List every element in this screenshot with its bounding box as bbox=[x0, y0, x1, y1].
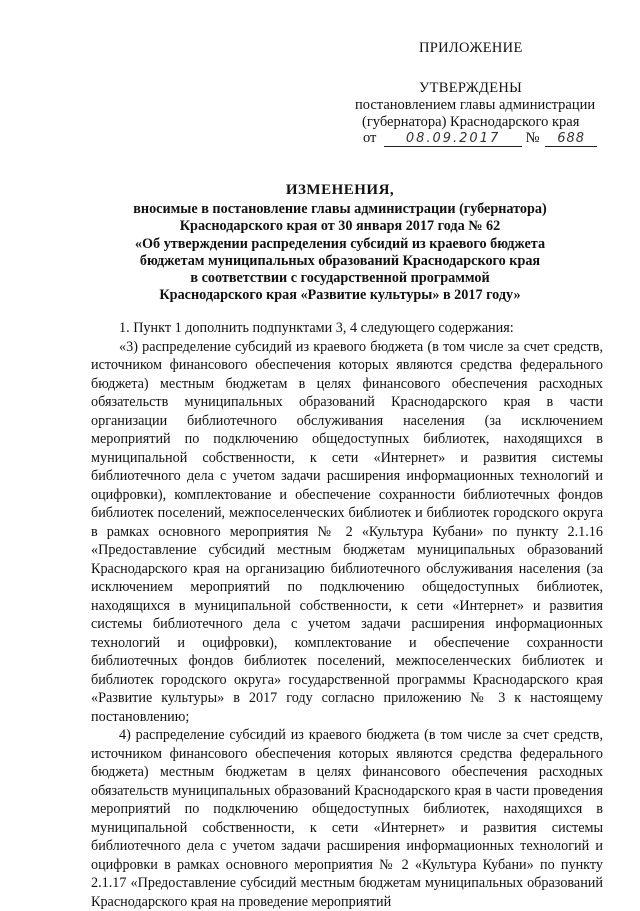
document-title bbox=[110, 182, 570, 304]
title-line-1: вносимые в постановление главы администрации (губернатора) bbox=[133, 201, 547, 218]
appendix-label: ПРИЛОЖЕНИЕ bbox=[419, 40, 523, 56]
date-number-line bbox=[363, 130, 597, 147]
title-heading: ИЗМЕНЕНИЯ, bbox=[285, 182, 395, 198]
title-line-2: Краснодарского края от 30 января 2017 года № 62 bbox=[179, 218, 501, 235]
title-line-3: «Об утверждении распределения субсидий из краевого бюджета bbox=[134, 235, 546, 252]
handwritten-date: 08.09.2017 bbox=[384, 132, 522, 147]
title-line-4: бюджетам муниципальных образований Краснодарского края bbox=[139, 252, 541, 269]
document-body bbox=[91, 319, 603, 911]
approval-line-1: постановлением главы администрации bbox=[355, 97, 596, 113]
title-line-6: Краснодарского края «Развитие культуры» в 2017 году» bbox=[159, 287, 521, 304]
number-label: № bbox=[525, 130, 540, 146]
title-line-5: в соответствии с государственной программой bbox=[190, 270, 490, 287]
paragraph-3: 4) распределение субсидий из краевого бюджета (в том числе за счет средств, источником финансового обеспечения которых являются средства федерального бюджета) местным бюджетам в целях финансового обеспечения расходных обязательств муниципальных образований Краснодарского края в части проведения мероприятий по подключению общедоступных библиотек, находящихся в муниципальной собственности, к сети «Интернет» и развития системы библиотечного дела с учетом задачи расширения информационных технологий и оцифровки в рамках основного мероприятия № 2 «Культура Кубани» по пункту 2.1.17 «Предоставление субсидий местным бюджетам муниципальных образований Краснодарского края на проведение мероприятий bbox=[91, 727, 603, 910]
paragraph-1: 1. Пункт 1 дополнить подпунктами 3, 4 следующего содержания: bbox=[119, 320, 514, 336]
handwritten-number: 688 bbox=[545, 132, 597, 147]
approved-label: УТВЕРЖДЕНЫ bbox=[419, 80, 523, 96]
approval-line-2: (губернатора) Краснодарского края bbox=[362, 114, 580, 130]
paragraph-2: «3) распределение субсидий из краевого бюджета (в том числе за счет средств, источником финансового обеспечения которых являются средства федерального бюджета) местным бюджетам в целях финансового обеспечения расходных обязательств муниципальных образований Краснодарского края в части организации библиотечного обслуживания населения (за исключением мероприятий по подключению общедоступных библиотек, находящихся в муниципальной собственности, к сети «Интернет» и развития системы библиотечного дела с учетом задачи расширения информационных технологий и оцифровки), комплектование и обеспечение сохранности библиотечных фондов библиотек поселений, межпоселенческих библиотек и библиотек городского округа в рамках основного мероприятия № 2 «Культура Кубани» по пункту 2.1.16 «Предоставление субсидий местным бюджетам муниципальных образований Краснодарского края на организацию библиотечного обслуживания населения (за исключением мероприятий по подключению общедоступных библиотек, находящихся в муниципальной собственности, к сети «Интернет» и развития системы библиотечного дела с учетом задачи расширения информационных технологий и оцифровки), комплектование и обеспечение сохранности библиотечных фондов библиотек поселений, межпоселенческих библиотек и библиотек городского округа» государственной программы Краснодарского края «Развитие культуры» в 2017 году согласно приложению № 3 к настоящему постановлению; bbox=[91, 338, 603, 725]
from-label: от bbox=[363, 130, 377, 146]
